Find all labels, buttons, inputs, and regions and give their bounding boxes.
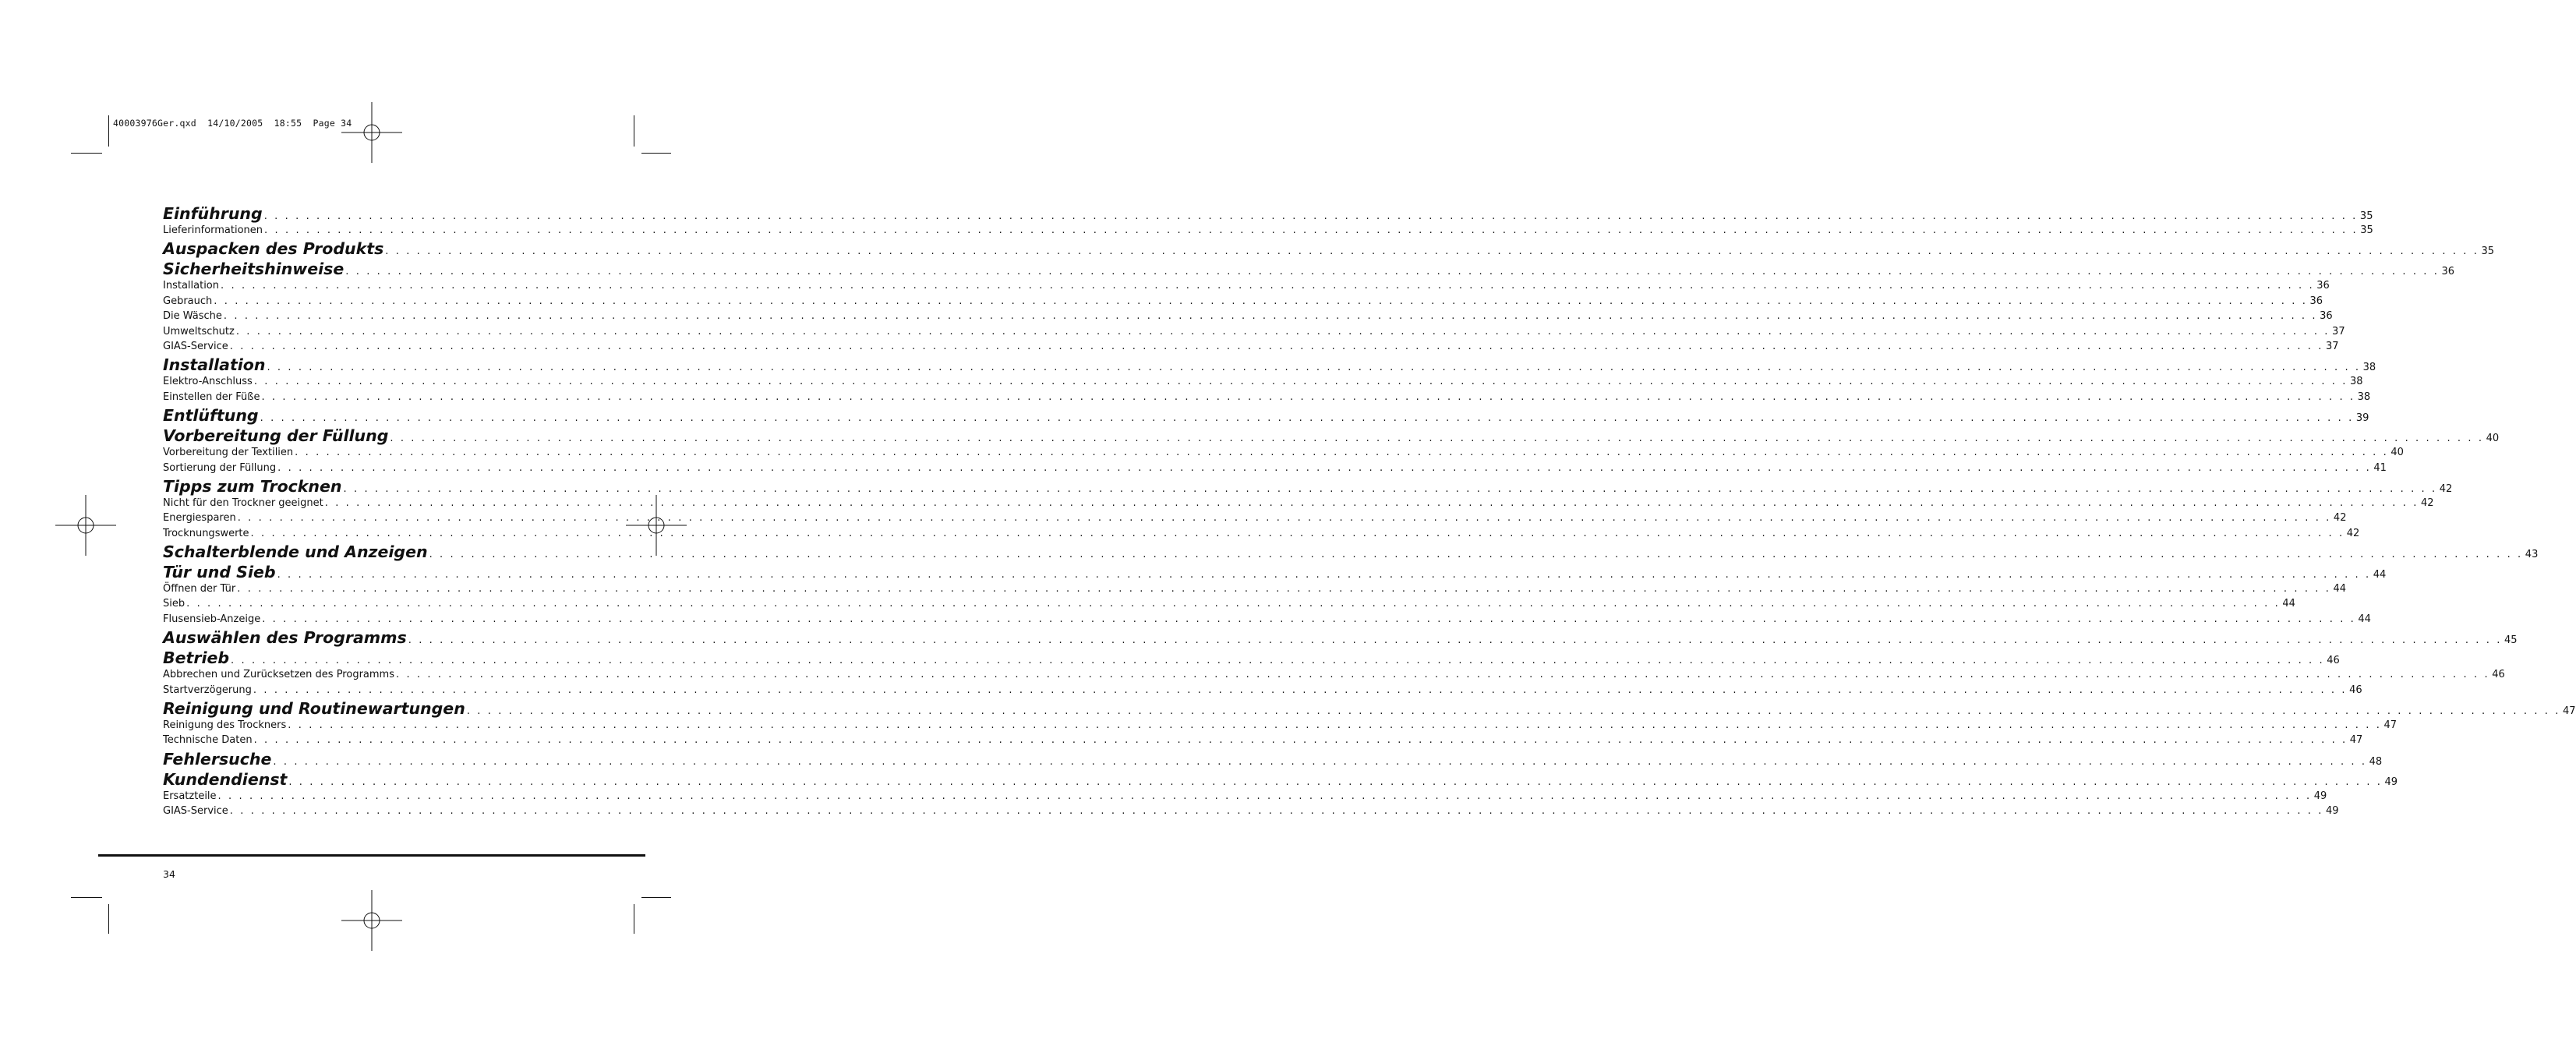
crop-mark <box>641 153 671 154</box>
toc-entry-row <box>163 295 2323 310</box>
toc-heading-row <box>163 426 2500 447</box>
toc-heading-row <box>163 260 2455 280</box>
toc-entry-row <box>163 598 2295 613</box>
toc-entry-row <box>163 461 2387 477</box>
dot-leader: . . . . . . . . . . . . . . . . . . . . . . . . . . . . . . . . . . . . . . . . . . . . . . . . . . . . . . . . . . . . . . . . . . . . . . . . . . . . . . . . . . . . . . . . . . . . . . . . . . . . . . . . . . . . . . . . . . . . . . . . . . . . . . . . . . . . . . . . . . . . . . . . . . . . . . . . . . . . . . . . . . . . . . . . . . . . . . . . . . . . . . . . . . . . . . . . . . . . . . . . <box>237 583 2331 595</box>
toc-entry-row <box>163 669 2505 684</box>
toc-heading-label: Auswählen des Programms <box>163 628 407 648</box>
toc-page-number: 36 <box>2309 295 2323 307</box>
print-slug: 40003976Ger.qxd 14/10/2005 18:55 Page 34 <box>113 118 352 129</box>
toc-entry-label: Installation <box>163 280 220 292</box>
toc-entry-row <box>163 684 2362 699</box>
toc-page-number: 37 <box>2332 325 2345 337</box>
toc-entry-row <box>163 224 2373 239</box>
toc-entry-label: Elektro-Anschluss <box>163 376 253 388</box>
toc-heading-label: Sicherheitshinweise <box>163 260 345 279</box>
dot-leader: . . . . . . . . . . . . . . . . . . . . . . . . . . . . . . . . . . . . . . . . . . . . . . . . . . . . . . . . . . . . . . . . . . . . . . . . . . . . . . . . . . . . . . . . . . . . . . . . . . . . . . . . . . . . . . . . . . . . . . . . . . . . . . . . . . . . . . . . . . . . . . . . . . . . . . . . . . . . . . . . . . . . . . . . . . . . . . . . . . . . . . . . . . . . . . . . . . . . . . . . <box>288 719 2382 732</box>
toc-entry-label: Einstellen der Füße <box>163 390 260 403</box>
toc-entry-label: Abbrechen und Zurücksetzen des Programms <box>163 669 394 681</box>
toc-heading-row <box>163 542 2539 563</box>
toc-heading-label: Fehlersuche <box>163 749 272 769</box>
dot-leader: . . . . . . . . . . . . . . . . . . . . . . . . . . . . . . . . . . . . . . . . . . . . . . . . . . . . . . . . . . . . . . . . . . . . . . . . . . . . . . . . . . . . . . . . . . . . . . . . . . . . . . . . . . . . . . . . . . . . . . . . . . . . . . . . . . . . . . . . . . . . . . . . . . . . . . . . . . . . . . . . . . . . . . . . . . . . . . . . . . . . . . . . . . . . . . . . . . . . . . . . <box>343 482 2437 495</box>
dot-leader: . . . . . . . . . . . . . . . . . . . . . . . . . . . . . . . . . . . . . . . . . . . . . . . . . . . . . . . . . . . . . . . . . . . . . . . . . . . . . . . . . . . . . . . . . . . . . . . . . . . . . . . . . . . . . . . . . . . . . . . . . . . . . . . . . . . . . . . . . . . . . . . . . . . . . . . . . . . . . . . . . . . . . . . . . . . . . . . . . . . . . . . . . . . . . . . . . . . . . . . . <box>229 340 2323 352</box>
toc-page-number: 44 <box>2333 583 2347 595</box>
footer-rule <box>98 854 645 857</box>
toc-entry-row <box>163 512 2347 527</box>
dot-leader: . . . . . . . . . . . . . . . . . . . . . . . . . . . . . . . . . . . . . . . . . . . . . . . . . . . . . . . . . . . . . . . . . . . . . . . . . . . . . . . . . . . . . . . . . . . . . . . . . . . . . . . . . . . . . . . . . . . . . . . . . . . . . . . . . . . . . . . . . . . . . . . . . . . . . . . . . . . . . . . . . . . . . . . . . . . . . . . . . . . . . . . . . . . . . . . . . . . . . . . . <box>231 655 2325 667</box>
toc-entry-label: Startverzögerung <box>163 684 252 696</box>
toc-heading-row <box>163 355 2376 376</box>
toc-page-number: 47 <box>2563 705 2576 718</box>
dot-leader: . . . . . . . . . . . . . . . . . . . . . . . . . . . . . . . . . . . . . . . . . . . . . . . . . . . . . . . . . . . . . . . . . . . . . . . . . . . . . . . . . . . . . . . . . . . . . . . . . . . . . . . . . . . . . . . . . . . . . . . . . . . . . . . . . . . . . . . . . . . . . . . . . . . . . . . . . . . . . . . . . . . . . . . . . . . . . . . . . . . . . . . . . . . . . . . . . . . . . . . . <box>221 280 2315 292</box>
toc-entry-label: Reinigung des Trockners <box>163 719 287 732</box>
dot-leader: . . . . . . . . . . . . . . . . . . . . . . . . . . . . . . . . . . . . . . . . . . . . . . . . . . . . . . . . . . . . . . . . . . . . . . . . . . . . . . . . . . . . . . . . . . . . . . . . . . . . . . . . . . . . . . . . . . . . . . . . . . . . . . . . . . . . . . . . . . . . . . . . . . . . . . . . . . . . . . . . . . . . . . . . . . . . . . . . . . . . . . . . . . . . . . . . . . . . . . . . <box>214 295 2308 307</box>
toc-heading-label: Kundendienst <box>163 769 288 789</box>
dot-leader: . . . . . . . . . . . . . . . . . . . . . . . . . . . . . . . . . . . . . . . . . . . . . . . . . . . . . . . . . . . . . . . . . . . . . . . . . . . . . . . . . . . . . . . . . . . . . . . . . . . . . . . . . . . . . . . . . . . . . . . . . . . . . . . . . . . . . . . . . . . . . . . . . . . . . . . . . . . . . . . . . . . . . . . . . . . . . . . . . . . . . . . . . . . . . . . . . . . . . . . . <box>250 527 2345 539</box>
toc-entry-label: Ersatzteile <box>163 790 217 802</box>
toc-heading-label: Tür und Sieb <box>163 563 276 582</box>
toc-page-number: 42 <box>2439 482 2453 495</box>
toc-entry-row <box>163 527 2360 542</box>
toc-heading-row <box>163 648 2340 669</box>
toc-page-number: 35 <box>2360 224 2373 236</box>
toc-entry-label: GIAS-Service <box>163 805 228 818</box>
toc-page-number: 44 <box>2282 598 2295 610</box>
toc-entry-label: Energiesparen <box>163 512 236 525</box>
dot-leader: . . . . . . . . . . . . . . . . . . . . . . . . . . . . . . . . . . . . . . . . . . . . . . . . . . . . . . . . . . . . . . . . . . . . . . . . . . . . . . . . . . . . . . . . . . . . . . . . . . . . . . . . . . . . . . . . . . . . . . . . . . . . . . . . . . . . . . . . . . . . . . . . . . . . . . . . . . . . . . . . . . . . . . . . . . . . . . . . . . . . . . . . . . . . . . . . . . . . . . . . <box>429 549 2523 561</box>
dot-leader: . . . . . . . . . . . . . . . . . . . . . . . . . . . . . . . . . . . . . . . . . . . . . . . . . . . . . . . . . . . . . . . . . . . . . . . . . . . . . . . . . . . . . . . . . . . . . . . . . . . . . . . . . . . . . . . . . . . . . . . . . . . . . . . . . . . . . . . . . . . . . . . . . . . . . . . . . . . . . . . . . . . . . . . . . . . . . . . . . . . . . . . . . . . . . . . . . . . . . . . . <box>395 669 2490 681</box>
toc-heading-row <box>163 563 2387 583</box>
dot-leader: . . . . . . . . . . . . . . . . . . . . . . . . . . . . . . . . . . . . . . . . . . . . . . . . . . . . . . . . . . . . . . . . . . . . . . . . . . . . . . . . . . . . . . . . . . . . . . . . . . . . . . . . . . . . . . . . . . . . . . . . . . . . . . . . . . . . . . . . . . . . . . . . . . . . . . . . . . . . . . . . . . . . . . . . . . . . . . . . . . . . . . . . . . . . . . . . . . . . . . . . <box>253 734 2348 747</box>
toc-page-number: 46 <box>2349 684 2362 696</box>
dot-leader: . . . . . . . . . . . . . . . . . . . . . . . . . . . . . . . . . . . . . . . . . . . . . . . . . . . . . . . . . . . . . . . . . . . . . . . . . . . . . . . . . . . . . . . . . . . . . . . . . . . . . . . . . . . . . . . . . . . . . . . . . . . . . . . . . . . . . . . . . . . . . . . . . . . . . . . . . . . . . . . . . . . . . . . . . . . . . . . . . . . . . . . . . . . . . . . . . . . . . . . . <box>217 790 2312 802</box>
dot-leader: . . . . . . . . . . . . . . . . . . . . . . . . . . . . . . . . . . . . . . . . . . . . . . . . . . . . . . . . . . . . . . . . . . . . . . . . . . . . . . . . . . . . . . . . . . . . . . . . . . . . . . . . . . . . . . . . . . . . . . . . . . . . . . . . . . . . . . . . . . . . . . . . . . . . . . . . . . . . . . . . . . . . . . . . . . . . . . . . . . . . . . . . . . . . . . . . . . . . . . . . <box>186 598 2281 610</box>
toc-heading-label: Entlüftung <box>163 406 259 426</box>
dot-leader: . . . . . . . . . . . . . . . . . . . . . . . . . . . . . . . . . . . . . . . . . . . . . . . . . . . . . . . . . . . . . . . . . . . . . . . . . . . . . . . . . . . . . . . . . . . . . . . . . . . . . . . . . . . . . . . . . . . . . . . . . . . . . . . . . . . . . . . . . . . . . . . . . . . . . . . . . . . . . . . . . . . . . . . . . . . . . . . . . . . . . . . . . . . . . . . . . . . . . . . . <box>235 325 2330 337</box>
dot-leader: . . . . . . . . . . . . . . . . . . . . . . . . . . . . . . . . . . . . . . . . . . . . . . . . . . . . . . . . . . . . . . . . . . . . . . . . . . . . . . . . . . . . . . . . . . . . . . . . . . . . . . . . . . . . . . . . . . . . . . . . . . . . . . . . . . . . . . . . . . . . . . . . . . . . . . . . . . . . . . . . . . . . . . . . . . . . . . . . . . . . . . . . . . . . . . . . . . . . . . . . <box>260 412 2354 425</box>
toc-entry-label: Umweltschutz <box>163 325 235 337</box>
toc-page-number: 36 <box>2441 266 2455 278</box>
toc-entry-row <box>163 719 2398 734</box>
toc-entry-label: Vorbereitung der Textilien <box>163 447 294 459</box>
toc-entry-label: Die Wäsche <box>163 310 222 323</box>
crop-mark <box>108 115 109 147</box>
toc-entry-label: Nicht für den Trockner geeignet <box>163 496 323 509</box>
toc-entry-label: GIAS-Service <box>163 340 228 352</box>
registration-mark-icon <box>341 102 402 163</box>
toc-heading-label: Schalterblende und Anzeigen <box>163 542 428 562</box>
toc-page-number: 36 <box>2320 310 2333 323</box>
dot-leader: . . . . . . . . . . . . . . . . . . . . . . . . . . . . . . . . . . . . . . . . . . . . . . . . . . . . . . . . . . . . . . . . . . . . . . . . . . . . . . . . . . . . . . . . . . . . . . . . . . . . . . . . . . . . . . . . . . . . . . . . . . . . . . . . . . . . . . . . . . . . . . . . . . . . . . . . . . . . . . . . . . . . . . . . . . . . . . . . . . . . . . . . . . . . . . . . . . . . . . . . <box>261 390 2355 403</box>
toc-heading-row <box>163 628 2518 648</box>
dot-leader: . . . . . . . . . . . . . . . . . . . . . . . . . . . . . . . . . . . . . . . . . . . . . . . . . . . . . . . . . . . . . . . . . . . . . . . . . . . . . . . . . . . . . . . . . . . . . . . . . . . . . . . . . . . . . . . . . . . . . . . . . . . . . . . . . . . . . . . . . . . . . . . . . . . . . . . . . . . . . . . . . . . . . . . . . . . . . . . . . . . . . . . . . . . . . . . . . . . . . . . . <box>262 613 2356 625</box>
toc-heading-label: Betrieb <box>163 648 230 668</box>
dot-leader: . . . . . . . . . . . . . . . . . . . . . . . . . . . . . . . . . . . . . . . . . . . . . . . . . . . . . . . . . . . . . . . . . . . . . . . . . . . . . . . . . . . . . . . . . . . . . . . . . . . . . . . . . . . . . . . . . . . . . . . . . . . . . . . . . . . . . . . . . . . . . . . . . . . . . . . . . . . . . . . . . . . . . . . . . . . . . . . . . . . . . . . . . . . . . . . . . . . . . . . . <box>390 433 2484 445</box>
toc-entry-label: Trocknungswerte <box>163 527 249 539</box>
dot-leader: . . . . . . . . . . . . . . . . . . . . . . . . . . . . . . . . . . . . . . . . . . . . . . . . . . . . . . . . . . . . . . . . . . . . . . . . . . . . . . . . . . . . . . . . . . . . . . . . . . . . . . . . . . . . . . . . . . . . . . . . . . . . . . . . . . . . . . . . . . . . . . . . . . . . . . . . . . . . . . . . . . . . . . . . . . . . . . . . . . . . . . . . . . . . . . . . . . . . . . . . <box>324 496 2419 509</box>
dot-leader: . . . . . . . . . . . . . . . . . . . . . . . . . . . . . . . . . . . . . . . . . . . . . . . . . . . . . . . . . . . . . . . . . . . . . . . . . . . . . . . . . . . . . . . . . . . . . . . . . . . . . . . . . . . . . . . . . . . . . . . . . . . . . . . . . . . . . . . . . . . . . . . . . . . . . . . . . . . . . . . . . . . . . . . . . . . . . . . . . . . . . . . . . . . . . . . . . . . . . . . . <box>385 246 2479 258</box>
toc-heading-label: Vorbereitung der Füllung <box>163 426 389 446</box>
crop-mark <box>108 904 109 934</box>
toc-entry-label: Sortierung der Füllung <box>163 461 277 474</box>
toc-page-number: 38 <box>2350 376 2363 388</box>
toc-page-number: 40 <box>2486 433 2500 445</box>
toc-page-number: 40 <box>2390 447 2404 459</box>
toc-page-number: 35 <box>2359 210 2373 222</box>
toc-entry-row <box>163 496 2434 512</box>
dot-leader: . . . . . . . . . . . . . . . . . . . . . . . . . . . . . . . . . . . . . . . . . . . . . . . . . . . . . . . . . . . . . . . . . . . . . . . . . . . . . . . . . . . . . . . . . . . . . . . . . . . . . . . . . . . . . . . . . . . . . . . . . . . . . . . . . . . . . . . . . . . . . . . . . . . . . . . . . . . . . . . . . . . . . . . . . . . . . . . . . . . . . . . . . . . . . . . . . . . . . . . . <box>273 755 2367 768</box>
toc-entry-row <box>163 583 2347 598</box>
table-of-contents <box>163 204 2576 821</box>
toc-entry-row <box>163 280 2330 295</box>
toc-entry-label: Gebrauch <box>163 295 213 307</box>
crop-mark <box>71 897 102 898</box>
dot-leader: . . . . . . . . . . . . . . . . . . . . . . . . . . . . . . . . . . . . . . . . . . . . . . . . . . . . . . . . . . . . . . . . . . . . . . . . . . . . . . . . . . . . . . . . . . . . . . . . . . . . . . . . . . . . . . . . . . . . . . . . . . . . . . . . . . . . . . . . . . . . . . . . . . . . . . . . . . . . . . . . . . . . . . . . . . . . . . . . . . . . . . . . . . . . . . . . . . . . . . . . <box>253 376 2348 388</box>
toc-page-number: 46 <box>2327 655 2340 667</box>
toc-page-number: 42 <box>2420 496 2434 509</box>
toc-page-number: 42 <box>2333 512 2347 525</box>
dot-leader: . . . . . . . . . . . . . . . . . . . . . . . . . . . . . . . . . . . . . . . . . . . . . . . . . . . . . . . . . . . . . . . . . . . . . . . . . . . . . . . . . . . . . . . . . . . . . . . . . . . . . . . . . . . . . . . . . . . . . . . . . . . . . . . . . . . . . . . . . . . . . . . . . . . . . . . . . . . . . . . . . . . . . . . . . . . . . . . . . . . . . . . . . . . . . . . . . . . . . . . . <box>267 362 2361 374</box>
toc-entry-row <box>163 613 2371 628</box>
toc-heading-label: Auspacken des Produkts <box>163 239 384 259</box>
toc-entry-row <box>163 310 2333 325</box>
dot-leader: . . . . . . . . . . . . . . . . . . . . . . . . . . . . . . . . . . . . . . . . . . . . . . . . . . . . . . . . . . . . . . . . . . . . . . . . . . . . . . . . . . . . . . . . . . . . . . . . . . . . . . . . . . . . . . . . . . . . . . . . . . . . . . . . . . . . . . . . . . . . . . . . . . . . . . . . . . . . . . . . . . . . . . . . . . . . . . . . . . . . . . . . . . . . . . . . . . . . . . . . <box>277 461 2372 474</box>
toc-page-number: 41 <box>2373 461 2387 474</box>
registration-mark-icon <box>341 890 402 951</box>
toc-entry-row <box>163 805 2339 820</box>
dot-leader: . . . . . . . . . . . . . . . . . . . . . . . . . . . . . . . . . . . . . . . . . . . . . . . . . . . . . . . . . . . . . . . . . . . . . . . . . . . . . . . . . . . . . . . . . . . . . . . . . . . . . . . . . . . . . . . . . . . . . . . . . . . . . . . . . . . . . . . . . . . . . . . . . . . . . . . . . . . . . . . . . . . . . . . . . . . . . . . . . . . . . . . . . . . . . . . . . . . . . . . . <box>466 705 2561 718</box>
toc-page-number: 46 <box>2492 669 2505 681</box>
toc-heading-label: Installation <box>163 355 266 375</box>
toc-page-number: 39 <box>2355 412 2369 425</box>
toc-page-number: 48 <box>2369 755 2383 768</box>
toc-page-number: 36 <box>2316 280 2330 292</box>
crop-mark <box>641 897 671 898</box>
toc-page-number: 49 <box>2313 790 2327 802</box>
toc-entry-row <box>163 390 2371 406</box>
toc-heading-label: Tipps zum Trocknen <box>163 476 342 496</box>
dot-leader: . . . . . . . . . . . . . . . . . . . . . . . . . . . . . . . . . . . . . . . . . . . . . . . . . . . . . . . . . . . . . . . . . . . . . . . . . . . . . . . . . . . . . . . . . . . . . . . . . . . . . . . . . . . . . . . . . . . . . . . . . . . . . . . . . . . . . . . . . . . . . . . . . . . . . . . . . . . . . . . . . . . . . . . . . . . . . . . . . . . . . . . . . . . . . . . . . . . . . . . . <box>263 210 2358 222</box>
toc-page-number: 49 <box>2326 805 2339 818</box>
toc-heading-row <box>163 239 2495 260</box>
toc-entry-row <box>163 340 2339 355</box>
toc-heading-row <box>163 204 2373 224</box>
dot-leader: . . . . . . . . . . . . . . . . . . . . . . . . . . . . . . . . . . . . . . . . . . . . . . . . . . . . . . . . . . . . . . . . . . . . . . . . . . . . . . . . . . . . . . . . . . . . . . . . . . . . . . . . . . . . . . . . . . . . . . . . . . . . . . . . . . . . . . . . . . . . . . . . . . . . . . . . . . . . . . . . . . . . . . . . . . . . . . . . . . . . . . . . . . . . . . . . . . . . . . . . <box>345 266 2440 278</box>
toc-page-number: 49 <box>2384 776 2398 788</box>
toc-heading-row <box>163 769 2398 790</box>
toc-entry-label: Technische Daten <box>163 734 253 747</box>
dot-leader: . . . . . . . . . . . . . . . . . . . . . . . . . . . . . . . . . . . . . . . . . . . . . . . . . . . . . . . . . . . . . . . . . . . . . . . . . . . . . . . . . . . . . . . . . . . . . . . . . . . . . . . . . . . . . . . . . . . . . . . . . . . . . . . . . . . . . . . . . . . . . . . . . . . . . . . . . . . . . . . . . . . . . . . . . . . . . . . . . . . . . . . . . . . . . . . . . . . . . . . . <box>295 447 2389 459</box>
toc-heading-label: Reinigung und Routinewartungen <box>163 699 465 719</box>
page-number: 34 <box>163 868 175 880</box>
toc-page-number: 44 <box>2373 569 2387 581</box>
toc-entry-row <box>163 376 2363 390</box>
toc-heading-label: Einführung <box>163 204 263 223</box>
dot-leader: . . . . . . . . . . . . . . . . . . . . . . . . . . . . . . . . . . . . . . . . . . . . . . . . . . . . . . . . . . . . . . . . . . . . . . . . . . . . . . . . . . . . . . . . . . . . . . . . . . . . . . . . . . . . . . . . . . . . . . . . . . . . . . . . . . . . . . . . . . . . . . . . . . . . . . . . . . . . . . . . . . . . . . . . . . . . . . . . . . . . . . . . . . . . . . . . . . . . . . . . <box>253 684 2348 696</box>
registration-mark-icon <box>55 495 116 556</box>
toc-page-number: 44 <box>2358 613 2371 625</box>
dot-leader: . . . . . . . . . . . . . . . . . . . . . . . . . . . . . . . . . . . . . . . . . . . . . . . . . . . . . . . . . . . . . . . . . . . . . . . . . . . . . . . . . . . . . . . . . . . . . . . . . . . . . . . . . . . . . . . . . . . . . . . . . . . . . . . . . . . . . . . . . . . . . . . . . . . . . . . . . . . . . . . . . . . . . . . . . . . . . . . . . . . . . . . . . . . . . . . . . . . . . . . . <box>288 776 2383 788</box>
toc-heading-row <box>163 476 2453 497</box>
toc-heading-row <box>163 749 2383 770</box>
dot-leader: . . . . . . . . . . . . . . . . . . . . . . . . . . . . . . . . . . . . . . . . . . . . . . . . . . . . . . . . . . . . . . . . . . . . . . . . . . . . . . . . . . . . . . . . . . . . . . . . . . . . . . . . . . . . . . . . . . . . . . . . . . . . . . . . . . . . . . . . . . . . . . . . . . . . . . . . . . . . . . . . . . . . . . . . . . . . . . . . . . . . . . . . . . . . . . . . . . . . . . . . <box>223 310 2318 323</box>
dot-leader: . . . . . . . . . . . . . . . . . . . . . . . . . . . . . . . . . . . . . . . . . . . . . . . . . . . . . . . . . . . . . . . . . . . . . . . . . . . . . . . . . . . . . . . . . . . . . . . . . . . . . . . . . . . . . . . . . . . . . . . . . . . . . . . . . . . . . . . . . . . . . . . . . . . . . . . . . . . . . . . . . . . . . . . . . . . . . . . . . . . . . . . . . . . . . . . . . . . . . . . . <box>237 512 2331 525</box>
toc-page-number: 47 <box>2383 719 2398 732</box>
toc-page-number: 45 <box>2504 634 2518 647</box>
toc-heading-row <box>163 406 2369 426</box>
toc-entry-row <box>163 734 2363 749</box>
dot-leader: . . . . . . . . . . . . . . . . . . . . . . . . . . . . . . . . . . . . . . . . . . . . . . . . . . . . . . . . . . . . . . . . . . . . . . . . . . . . . . . . . . . . . . . . . . . . . . . . . . . . . . . . . . . . . . . . . . . . . . . . . . . . . . . . . . . . . . . . . . . . . . . . . . . . . . . . . . . . . . . . . . . . . . . . . . . . . . . . . . . . . . . . . . . . . . . . . . . . . . . . <box>229 805 2323 818</box>
dot-leader: . . . . . . . . . . . . . . . . . . . . . . . . . . . . . . . . . . . . . . . . . . . . . . . . . . . . . . . . . . . . . . . . . . . . . . . . . . . . . . . . . . . . . . . . . . . . . . . . . . . . . . . . . . . . . . . . . . . . . . . . . . . . . . . . . . . . . . . . . . . . . . . . . . . . . . . . . . . . . . . . . . . . . . . . . . . . . . . . . . . . . . . . . . . . . . . . . . . . . . . . <box>408 634 2502 647</box>
toc-page-number: 47 <box>2349 734 2363 747</box>
crop-mark <box>71 153 102 154</box>
toc-page-number: 38 <box>2357 390 2371 403</box>
toc-page-number: 35 <box>2481 246 2495 258</box>
toc-entry-row <box>163 325 2345 341</box>
toc-heading-row <box>163 699 2576 719</box>
toc-page-number: 42 <box>2346 527 2360 539</box>
dot-leader: . . . . . . . . . . . . . . . . . . . . . . . . . . . . . . . . . . . . . . . . . . . . . . . . . . . . . . . . . . . . . . . . . . . . . . . . . . . . . . . . . . . . . . . . . . . . . . . . . . . . . . . . . . . . . . . . . . . . . . . . . . . . . . . . . . . . . . . . . . . . . . . . . . . . . . . . . . . . . . . . . . . . . . . . . . . . . . . . . . . . . . . . . . . . . . . . . . . . . . . . <box>264 224 2359 236</box>
toc-entry-label: Sieb <box>163 598 186 610</box>
toc-entry-label: Lieferinformationen <box>163 224 263 236</box>
toc-page-number: 43 <box>2525 549 2539 561</box>
toc-entry-row <box>163 790 2327 805</box>
toc-page-number: 37 <box>2326 340 2339 352</box>
toc-page-number: 38 <box>2362 362 2376 374</box>
toc-entry-label: Öffnen der Tür <box>163 583 236 595</box>
toc-entry-label: Flusensieb-Anzeige <box>163 613 261 625</box>
toc-entry-row <box>163 447 2404 461</box>
dot-leader: . . . . . . . . . . . . . . . . . . . . . . . . . . . . . . . . . . . . . . . . . . . . . . . . . . . . . . . . . . . . . . . . . . . . . . . . . . . . . . . . . . . . . . . . . . . . . . . . . . . . . . . . . . . . . . . . . . . . . . . . . . . . . . . . . . . . . . . . . . . . . . . . . . . . . . . . . . . . . . . . . . . . . . . . . . . . . . . . . . . . . . . . . . . . . . . . . . . . . . . . <box>277 569 2371 581</box>
